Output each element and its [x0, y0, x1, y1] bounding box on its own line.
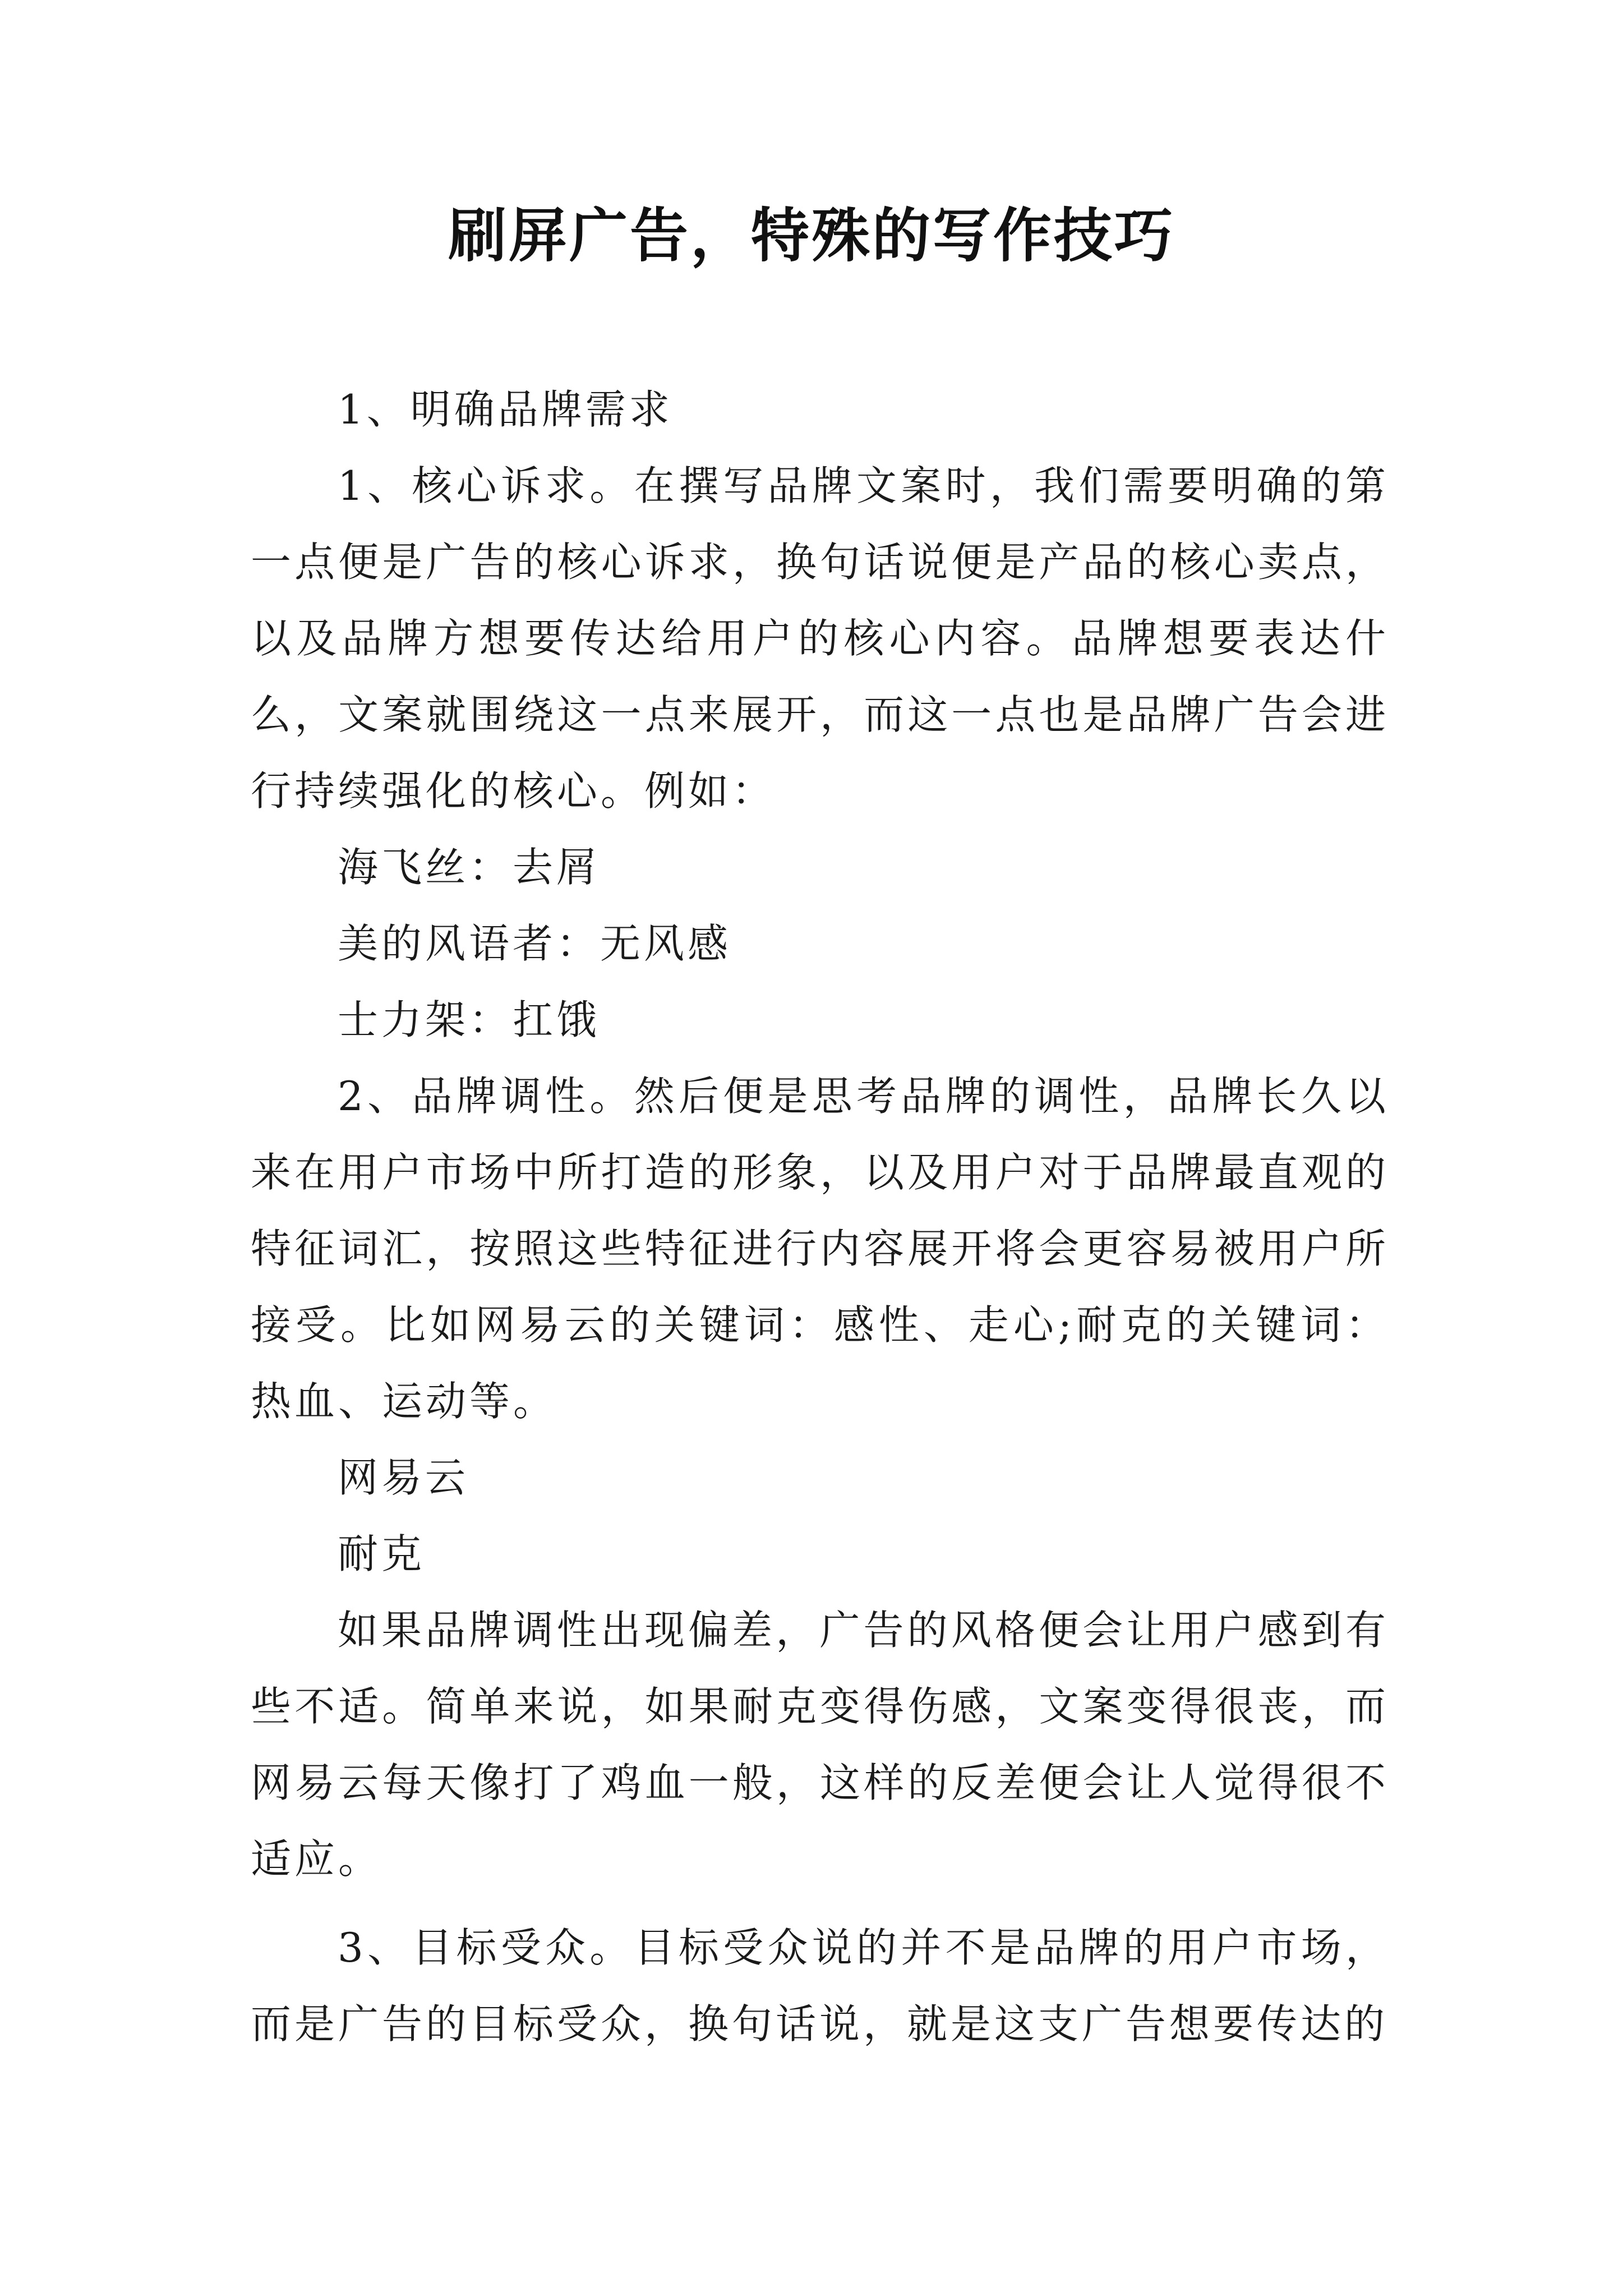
paragraph-brand-tone: 2、品牌调性。然后便是思考品牌的调性，品牌长久以来在用户市场中所打造的形象，以及用户对于品牌最直观的特征词汇，按照这些特征进行内容展开将会更容易被用户所接受。比如网易云的关键词：感性、走心;耐克的关键词：热血、运动等。	[251, 1073, 1389, 1425]
example-item: 海飞丝：去屑	[338, 844, 601, 891]
example-item: 网易云	[338, 1454, 469, 1501]
section-heading: 1、明确品牌需求	[338, 386, 673, 433]
document-body	[251, 371, 1389, 2062]
document-title: 刷屏广告，特殊的写作技巧	[448, 201, 1175, 270]
paragraph-target-audience: 3、目标受众。目标受众说的并不是品牌的用户市场，而是广告的目标受众，换句话说，就是这支广告想要传达的	[251, 1924, 1389, 2047]
example-item: 美的风语者：无风感	[338, 920, 732, 967]
example-item: 士力架：扛饿	[338, 996, 601, 1043]
paragraph-core-appeal: 1、核心诉求。在撰写品牌文案时，我们需要明确的第一点便是广告的核心诉求，换句话说便是产品的核心卖点，以及品牌方想要传达给用户的核心内容。品牌想要表达什么，文案就围绕这一点来展开，而这一点也是品牌广告会进行持续强化的核心。例如：	[251, 462, 1389, 815]
paragraph-tone-deviation: 如果品牌调性出现偏差，广告的风格便会让用户感到有些不适。简单来说，如果耐克变得伤感，文案变得很丧，而网易云每天像打了鸡血一般，这样的反差便会让人觉得很不适应。	[251, 1607, 1389, 1883]
example-item: 耐克	[338, 1530, 426, 1577]
